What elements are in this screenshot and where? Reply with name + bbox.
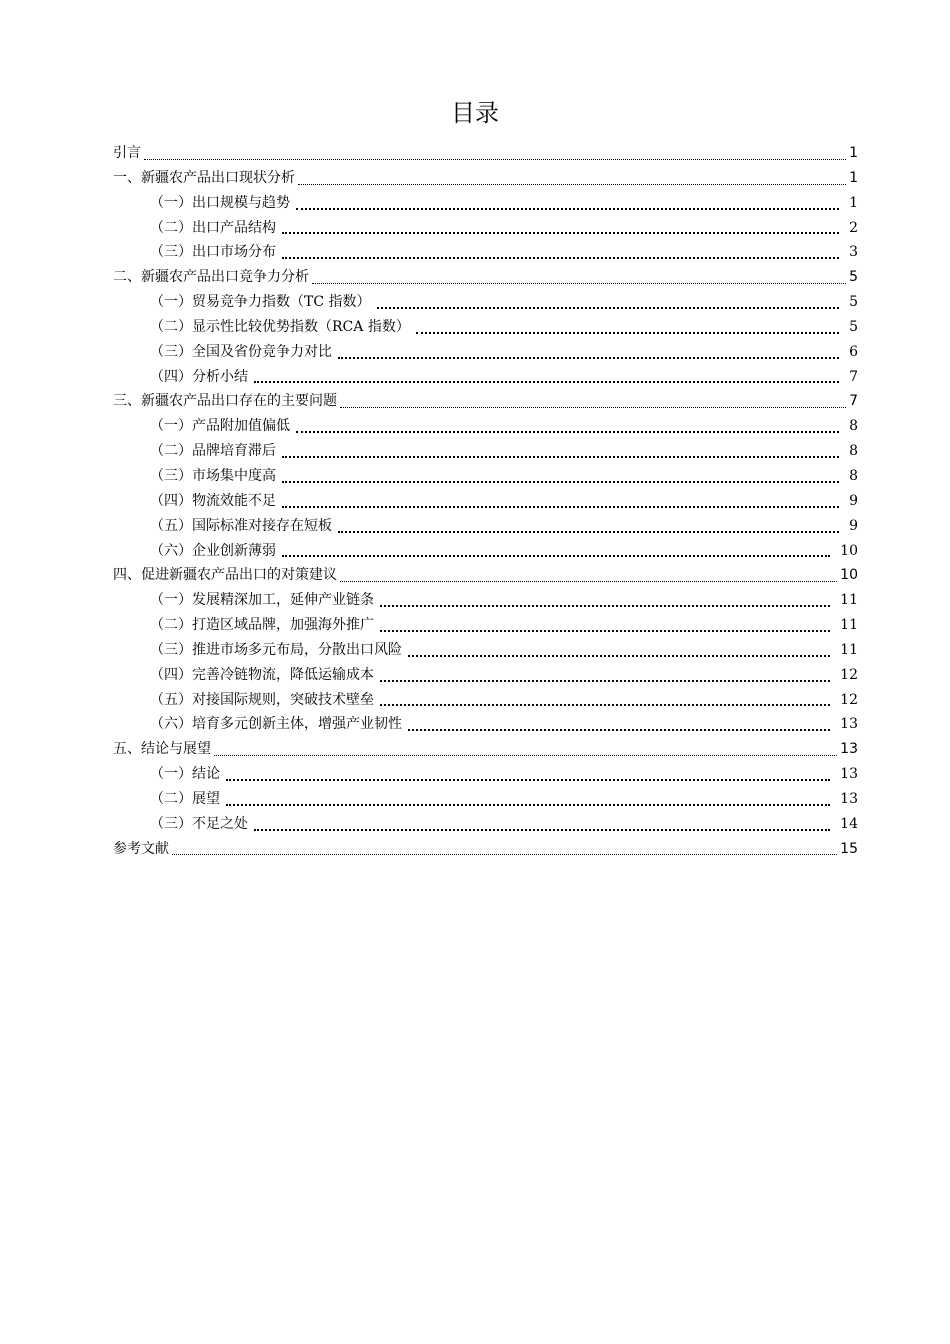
toc-entry-chapter[interactable] — [113, 563, 858, 588]
dot-leader — [298, 183, 846, 185]
toc-entry-chapter[interactable] — [113, 737, 858, 762]
toc-entry-label: 四、促进新疆农产品出口的对策建议 — [113, 567, 337, 584]
toc-title: 目录 — [451, 99, 499, 127]
toc-entry-section[interactable] — [113, 464, 858, 489]
toc-entry-page-number: 10 — [840, 567, 858, 584]
toc-entry-label: （六）培育多元创新主体，增强产业韧性 — [150, 716, 402, 733]
table-of-contents — [113, 141, 858, 861]
toc-entry-page-number: 13 — [840, 766, 858, 783]
toc-entry-page-number: 11 — [840, 641, 858, 658]
dot-leader — [226, 777, 830, 781]
toc-entry-section[interactable] — [113, 762, 858, 787]
toc-entry-page-number: 8 — [849, 443, 858, 460]
dot-leader — [416, 330, 839, 334]
toc-entry-section[interactable] — [113, 414, 858, 439]
toc-entry-page-number: 9 — [849, 492, 858, 509]
toc-entry-section[interactable] — [113, 663, 858, 688]
toc-entry-label: （二）打造区域品牌，加强海外推广 — [150, 617, 374, 634]
dot-leader — [408, 727, 830, 731]
toc-entry-page-number: 13 — [840, 790, 858, 807]
toc-entry-label: （二）显示性比较优势指数（RCA 指数） — [150, 318, 410, 335]
toc-entry-label: （三）推进市场多元布局，分散出口风险 — [150, 641, 402, 658]
toc-entry-page-number: 8 — [849, 418, 858, 435]
dot-leader — [296, 206, 839, 210]
dot-leader — [282, 255, 839, 259]
dot-leader — [226, 802, 830, 806]
dot-leader — [172, 853, 837, 855]
toc-entry-label: 五、结论与展望 — [113, 741, 211, 758]
toc-entry-label: （二）展望 — [150, 790, 220, 807]
dot-leader — [380, 628, 830, 632]
toc-entry-label: 一、新疆农产品出口现状分析 — [113, 169, 295, 186]
toc-entry-chapter[interactable] — [113, 837, 858, 862]
toc-entry-section[interactable] — [113, 340, 858, 365]
toc-entry-label: （四）物流效能不足 — [150, 492, 276, 509]
dot-leader — [377, 305, 840, 309]
toc-entry-page-number: 5 — [849, 269, 858, 286]
toc-entry-label: 二、新疆农产品出口竞争力分析 — [113, 269, 309, 286]
toc-entry-page-number: 2 — [849, 219, 858, 236]
toc-entry-page-number: 3 — [849, 244, 858, 261]
dot-leader — [340, 406, 846, 408]
toc-entry-section[interactable] — [113, 787, 858, 812]
toc-entry-chapter[interactable] — [113, 265, 858, 290]
toc-entry-page-number: 8 — [849, 467, 858, 484]
dot-leader — [340, 580, 837, 582]
toc-entry-label: 引言 — [113, 145, 141, 161]
dot-leader — [380, 603, 830, 607]
dot-leader — [282, 553, 830, 557]
toc-entry-section[interactable] — [113, 638, 858, 663]
toc-entry-chapter[interactable] — [113, 166, 858, 191]
toc-entry-label: （五）对接国际规则，突破技术壁垒 — [150, 691, 374, 708]
toc-entry-page-number: 1 — [849, 194, 858, 211]
toc-entry-section[interactable] — [113, 290, 858, 315]
toc-entry-page-number: 11 — [840, 592, 858, 609]
dot-leader — [254, 379, 839, 383]
toc-entry-label: （六）企业创新薄弱 — [150, 542, 276, 559]
toc-entry-page-number: 12 — [840, 691, 858, 708]
toc-entry-section[interactable] — [113, 191, 858, 216]
dot-leader — [282, 454, 839, 458]
dot-leader — [282, 504, 839, 508]
dot-leader — [144, 158, 846, 160]
toc-entry-section[interactable] — [113, 688, 858, 713]
toc-entry-chapter[interactable] — [113, 389, 858, 414]
toc-entry-section[interactable] — [113, 489, 858, 514]
toc-entry-section[interactable] — [113, 812, 858, 837]
toc-entry-page-number: 13 — [840, 741, 858, 758]
toc-entry-label: （一）出口规模与趋势 — [150, 194, 290, 211]
toc-entry-section[interactable] — [113, 588, 858, 613]
toc-entry-page-number: 1 — [849, 145, 858, 161]
toc-entry-label: （五）国际标准对接存在短板 — [150, 517, 332, 534]
toc-entry-label: （四）分析小结 — [150, 368, 248, 385]
dot-leader — [380, 678, 830, 682]
toc-entry-page-number: 11 — [840, 617, 858, 634]
toc-entry-page-number: 7 — [849, 393, 858, 410]
toc-entry-section[interactable] — [113, 240, 858, 265]
toc-entry-section[interactable] — [113, 365, 858, 390]
toc-entry-label: 参考文献 — [113, 840, 169, 857]
dot-leader — [408, 653, 830, 657]
toc-entry-label: （一）贸易竞争力指数（TC 指数） — [150, 294, 371, 311]
toc-entry-label: （一）结论 — [150, 766, 220, 783]
toc-entry-section[interactable] — [113, 315, 858, 340]
toc-entry-page-number: 10 — [840, 542, 858, 559]
toc-entry-label: 三、新疆农产品出口存在的主要问题 — [113, 393, 337, 410]
toc-entry-page-number: 5 — [849, 318, 858, 335]
toc-entry-label: （三）出口市场分布 — [150, 244, 276, 261]
toc-entry-page-number: 6 — [849, 343, 858, 360]
toc-entry-label: （一）产品附加值偏低 — [150, 418, 290, 435]
toc-entry-page-number: 9 — [849, 517, 858, 534]
toc-entry-label: （三）全国及省份竞争力对比 — [150, 343, 332, 360]
toc-entry-page-number: 15 — [840, 840, 858, 857]
toc-entry-page-number: 12 — [840, 666, 858, 683]
dot-leader — [254, 827, 830, 831]
toc-entry-section[interactable] — [113, 539, 858, 564]
toc-entry-page-number: 7 — [849, 368, 858, 385]
toc-entry-section[interactable] — [113, 514, 858, 539]
toc-entry-page-number: 1 — [849, 169, 858, 186]
toc-entry-page-number: 14 — [840, 815, 858, 832]
toc-entry-label: （二）品牌培育滞后 — [150, 443, 276, 460]
toc-entry-label: （一）发展精深加工，延伸产业链条 — [150, 592, 374, 609]
toc-entry-section[interactable] — [113, 613, 858, 638]
toc-entry-label: （二）出口产品结构 — [150, 219, 276, 236]
toc-entry-section[interactable] — [113, 712, 858, 737]
toc-entry-section[interactable] — [113, 216, 858, 241]
toc-entry-page-number: 5 — [849, 294, 858, 311]
dot-leader — [282, 230, 839, 234]
toc-entry-section[interactable] — [113, 439, 858, 464]
toc-entry-chapter[interactable] — [113, 141, 858, 166]
dot-leader — [338, 529, 839, 533]
dot-leader — [214, 754, 837, 756]
toc-entry-label: （三）市场集中度高 — [150, 467, 276, 484]
dot-leader — [380, 702, 830, 706]
toc-entry-label: （四）完善冷链物流，降低运输成本 — [150, 666, 374, 683]
toc-entry-page-number: 13 — [840, 716, 858, 733]
dot-leader — [296, 429, 839, 433]
dot-leader — [312, 282, 846, 284]
toc-entry-label: （三）不足之处 — [150, 815, 248, 832]
dot-leader — [282, 479, 839, 483]
dot-leader — [338, 355, 839, 359]
